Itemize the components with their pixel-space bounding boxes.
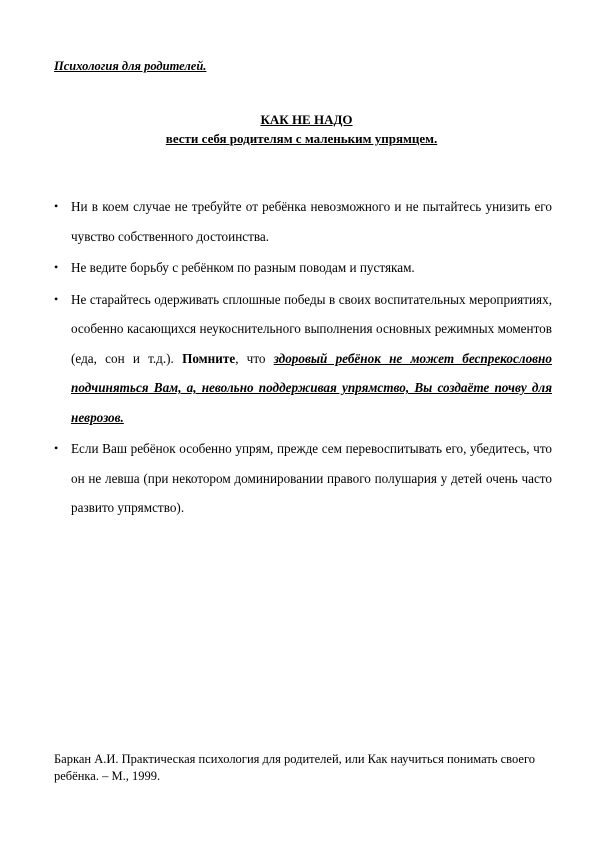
advice-text: Если Ваш ребёнок особенно упрям, прежде сем перевоспитывать его, убедитесь, что он не левша (при некотором доминировании правого полушария у детей очень часто развито упрямство). [71, 441, 552, 515]
page-header-label: Психология для родителей. [54, 59, 207, 73]
bullet-icon: • [54, 291, 59, 306]
advice-text: Ни в коем случае не требуйте от ребёнка невозможного и не пытайтесь унизить его чувство собственного достоинства. [71, 199, 552, 244]
advice-item-3 [54, 285, 552, 433]
bullet-icon: • [54, 441, 59, 455]
advice-text: Не ведите борьбу с ребёнком по разным поводам и пустякам. [71, 260, 415, 275]
advice-list [54, 192, 552, 525]
advice-text-connector: , что [235, 350, 274, 366]
advice-item-1 [54, 192, 552, 251]
bullet-icon: • [54, 199, 59, 213]
title-line-2: вести себя родителям с маленьким упрямцем. [165, 131, 438, 146]
bullet-icon: • [54, 260, 59, 274]
source-citation: Баркан А.И. Практическая психология для родителей, или Как научиться понимать своего ребёнка. – М., 1999. [54, 752, 536, 783]
title-line-1: КАК НЕ НАДО [260, 112, 353, 127]
document-title [0, 110, 595, 148]
advice-text: Не старайтесь одерживать сплошные победы в своих воспитательных мероприятиях, особенно касающихся неукоснительного выполнения основных режимных моментов (еда, сон и т.д.). [71, 291, 552, 366]
key-warning-text: здоровый ребёнок не может беспрекословно подчиняться Вам, а, невольно поддерживая упрямство, Вы создаёте почву для неврозов. [71, 350, 552, 425]
remember-label: Помните [182, 350, 236, 366]
advice-item-4 [54, 434, 552, 523]
advice-item-2 [54, 253, 552, 283]
